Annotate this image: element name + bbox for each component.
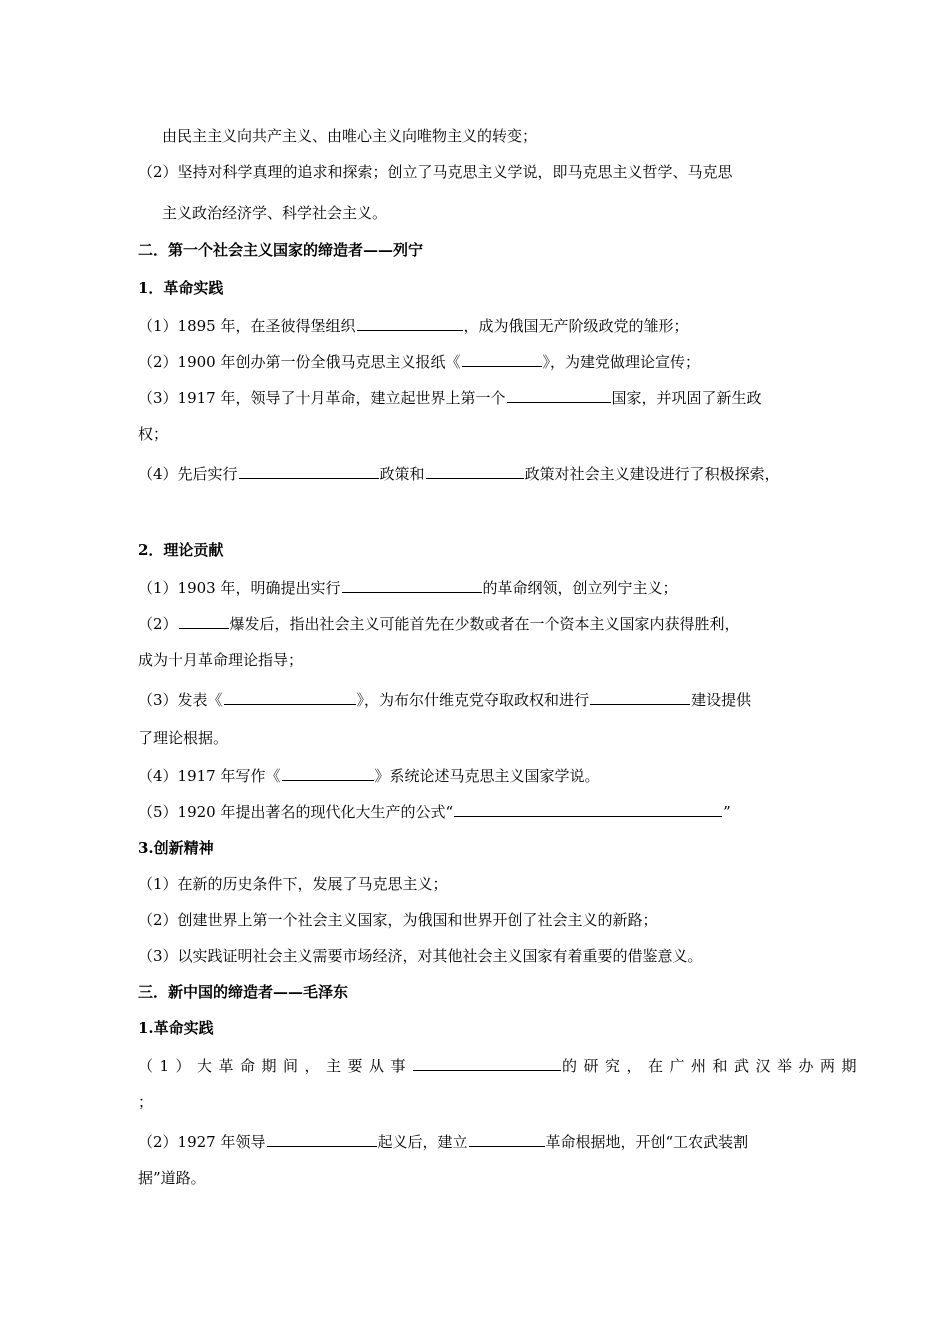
text: （1）1903 年，明确提出实行: [138, 579, 341, 597]
text-line: [138, 1130, 748, 1152]
text: ；: [138, 1093, 154, 1111]
text-line: [138, 350, 700, 372]
text: 政策对社会主义建设进行了积极探索，: [524, 465, 780, 483]
fill-blank[interactable]: [179, 612, 229, 629]
text-line: [138, 424, 168, 444]
fill-blank[interactable]: [426, 462, 524, 479]
text-line: [138, 1092, 153, 1112]
text-line: [138, 688, 751, 710]
text-line: [138, 650, 303, 670]
text-line: [138, 874, 448, 894]
text-line: [138, 612, 740, 634]
heading-text: 二．第一个社会主义国家的缔造者——列宁: [138, 241, 424, 259]
text: 》，为布尔什维克党夺取政权和进行: [356, 691, 590, 709]
text: 政策和: [379, 465, 425, 483]
text: （3）发表《: [138, 691, 223, 709]
section-heading: [138, 240, 423, 260]
text: 权；: [138, 425, 169, 443]
text: （2）创建世界上第一个社会主义国家，为俄国和世界开创了社会主义的新路；: [138, 911, 658, 929]
fill-blank[interactable]: [267, 1130, 377, 1147]
subsection-heading: [138, 278, 223, 298]
text: ”: [723, 803, 731, 821]
text-line: [138, 728, 228, 748]
text: （2）坚持对科学真理的追求和探索；创立了马克思主义学说，即马克思主义哲学、马克思: [138, 163, 733, 181]
fill-blank[interactable]: [357, 314, 463, 331]
text: 成为十月革命理论指导；: [138, 651, 304, 669]
text: 由民主主义向共产主义、由唯心主义向唯物主义的转变；: [162, 127, 538, 145]
heading-text: 三．新中国的缔造者——毛泽东: [138, 983, 349, 1001]
text-line: [138, 764, 600, 786]
text: 主义政治经济学、科学社会主义。: [162, 204, 388, 222]
text-line: [138, 910, 658, 930]
text: 》，为建党做理论宣传；: [542, 353, 701, 371]
text: 的研究，在广州和武汉举办两期: [562, 1057, 864, 1075]
fill-blank[interactable]: [462, 350, 542, 367]
heading-text: 1.革命实践: [138, 1019, 214, 1037]
text: 国家，并巩固了新生政: [611, 389, 762, 407]
text: 据”道路。: [138, 1169, 206, 1187]
text-line: [138, 1054, 863, 1076]
subsection-heading: [138, 838, 214, 858]
fill-blank[interactable]: [224, 688, 356, 705]
text-line: [138, 386, 762, 408]
subsection-heading: [138, 1018, 214, 1038]
text-line: [138, 946, 703, 966]
fill-blank[interactable]: [469, 1130, 545, 1147]
text: 爆发后，指出社会主义可能首先在少数或者在一个资本主义国家内获得胜利，: [229, 615, 740, 633]
fill-blank[interactable]: [507, 386, 611, 403]
heading-text: 2．理论贡献: [138, 541, 224, 559]
text: 的革命纲领，创立列宁主义；: [482, 579, 678, 597]
heading-text: 3.创新精神: [138, 839, 214, 857]
text: （1）大革命期间，主要从事: [138, 1057, 413, 1075]
text-line: [138, 314, 689, 336]
text: （3）1917 年，领导了十月革命，建立起世界上第一个: [138, 389, 506, 407]
text: （5）1920 年提出著名的现代化大生产的公式“: [138, 803, 454, 821]
text: （4）先后实行: [138, 465, 238, 483]
fill-blank[interactable]: [239, 462, 379, 479]
text: 起义后，建立: [377, 1133, 468, 1151]
text: （4）1917 年写作《: [138, 767, 281, 785]
subsection-heading: [138, 540, 223, 560]
text: （2）1927 年领导: [138, 1133, 266, 1151]
fill-blank[interactable]: [590, 688, 690, 705]
fill-blank[interactable]: [282, 764, 374, 781]
fill-blank[interactable]: [342, 576, 482, 593]
text-line: [138, 162, 733, 182]
text-line: [138, 800, 731, 822]
text-line: [162, 126, 537, 146]
section-heading: [138, 982, 348, 1002]
text: ，成为俄国无产阶级政党的雏形；: [463, 317, 689, 335]
text: （1）1895 年，在圣彼得堡组织: [138, 317, 356, 335]
text: 》系统论述马克思主义国家学说。: [374, 767, 600, 785]
text: （2）1900 年创办第一份全俄马克思主义报纸《: [138, 353, 461, 371]
heading-text: 1．革命实践: [138, 279, 224, 297]
text-line: [138, 576, 678, 598]
text: （1）在新的历史条件下，发展了马克思主义；: [138, 875, 448, 893]
text: （2）: [138, 615, 178, 633]
text: 建设提供: [691, 691, 752, 709]
text-line: [138, 462, 780, 484]
fill-blank[interactable]: [454, 800, 722, 817]
text: 了理论根据。: [138, 729, 229, 747]
text-line: [162, 203, 387, 223]
text-line: [138, 1168, 206, 1188]
text: （3）以实践证明社会主义需要市场经济，对其他社会主义国家有着重要的借鉴意义。: [138, 947, 703, 965]
fill-blank[interactable]: [413, 1054, 561, 1071]
text: 革命根据地，开创“工农武装割: [545, 1133, 749, 1151]
